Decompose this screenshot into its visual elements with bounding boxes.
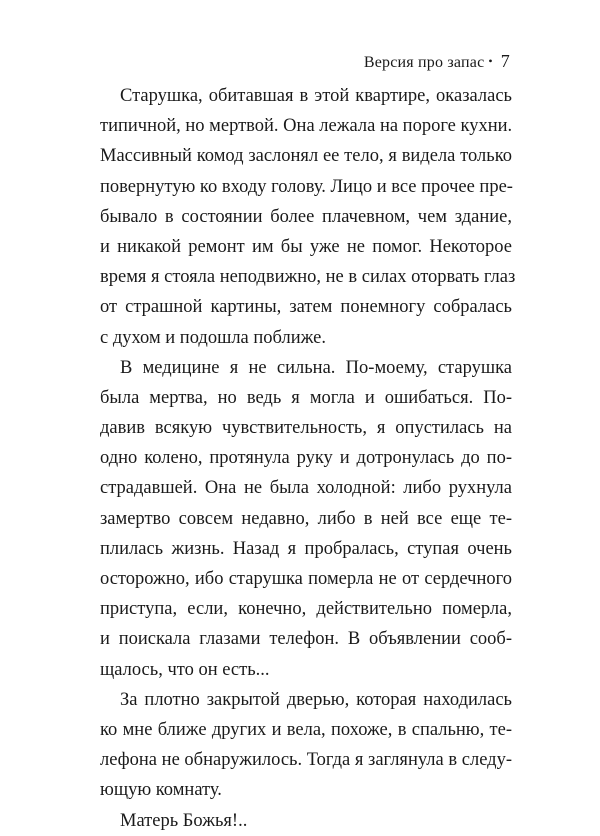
text-line: повернутую ко входу голову. Лицо и все прочее пре- [100,176,513,197]
text-line: замертво совсем недавно, либо в ней все еще те- [100,508,512,529]
text-line: приступа, если, конечно, действительно померла, [100,599,512,620]
text-line: и никакой ремонт им бы уже не помог. Некоторое [100,236,512,257]
body-text [100,81,516,836]
text-line: время я стояла неподвижно, не в силах оторвать глаз [100,267,516,288]
text-line: была мертва, но ведь я могла и ошибаться. По- [100,387,512,408]
text-line: бывало в состоянии более плачевном, чем здание, [100,206,512,227]
text-line: Старушка, обитавшая в этой квартире, оказалась [120,86,512,106]
running-header [364,51,510,72]
text-line: типичной, но мертвой. Она лежала на пороге кухни. [100,116,513,137]
text-line: ющую комнату. [100,780,222,801]
text-line: щалось, что он есть... [100,659,270,680]
text-line: от страшной картины, затем понемногу собралась [100,297,512,318]
header-bullet: • [488,54,493,68]
text-line: ко мне ближе других и вела, похоже, в спальню, те- [100,719,512,740]
text-line: лефона не обнаружилось. Тогда я заглянула в следу- [100,750,512,771]
text-line: одно колено, протянула руку и дотронулась до по- [100,448,512,469]
text-line: страдавшей. Она не была холодной: либо рухнула [100,478,512,499]
text-line: Массивный комод заслонял ее тело, я видела только [100,146,512,167]
text-line: осторожно, ибо старушка померла не от сердечного [100,569,512,589]
text-line: с духом и подошла поближе. [100,327,327,348]
text-line: и поискала глазами телефон. В объявлении сооб- [100,629,512,650]
book-title: Версия про запас [363,54,485,71]
text-line: Матерь Божья!.. [120,810,248,831]
text-line: В медицине я не сильна. По-моему, старушка [120,357,512,378]
text-line: давив всякую чувствительность, я опустилась на [100,418,512,439]
page-number: 7 [500,51,510,71]
text-line: За плотно закрытой дверью, которая находилась [120,689,512,710]
text-line: плилась жизнь. Назад я пробралась, ступая очень [100,538,512,559]
